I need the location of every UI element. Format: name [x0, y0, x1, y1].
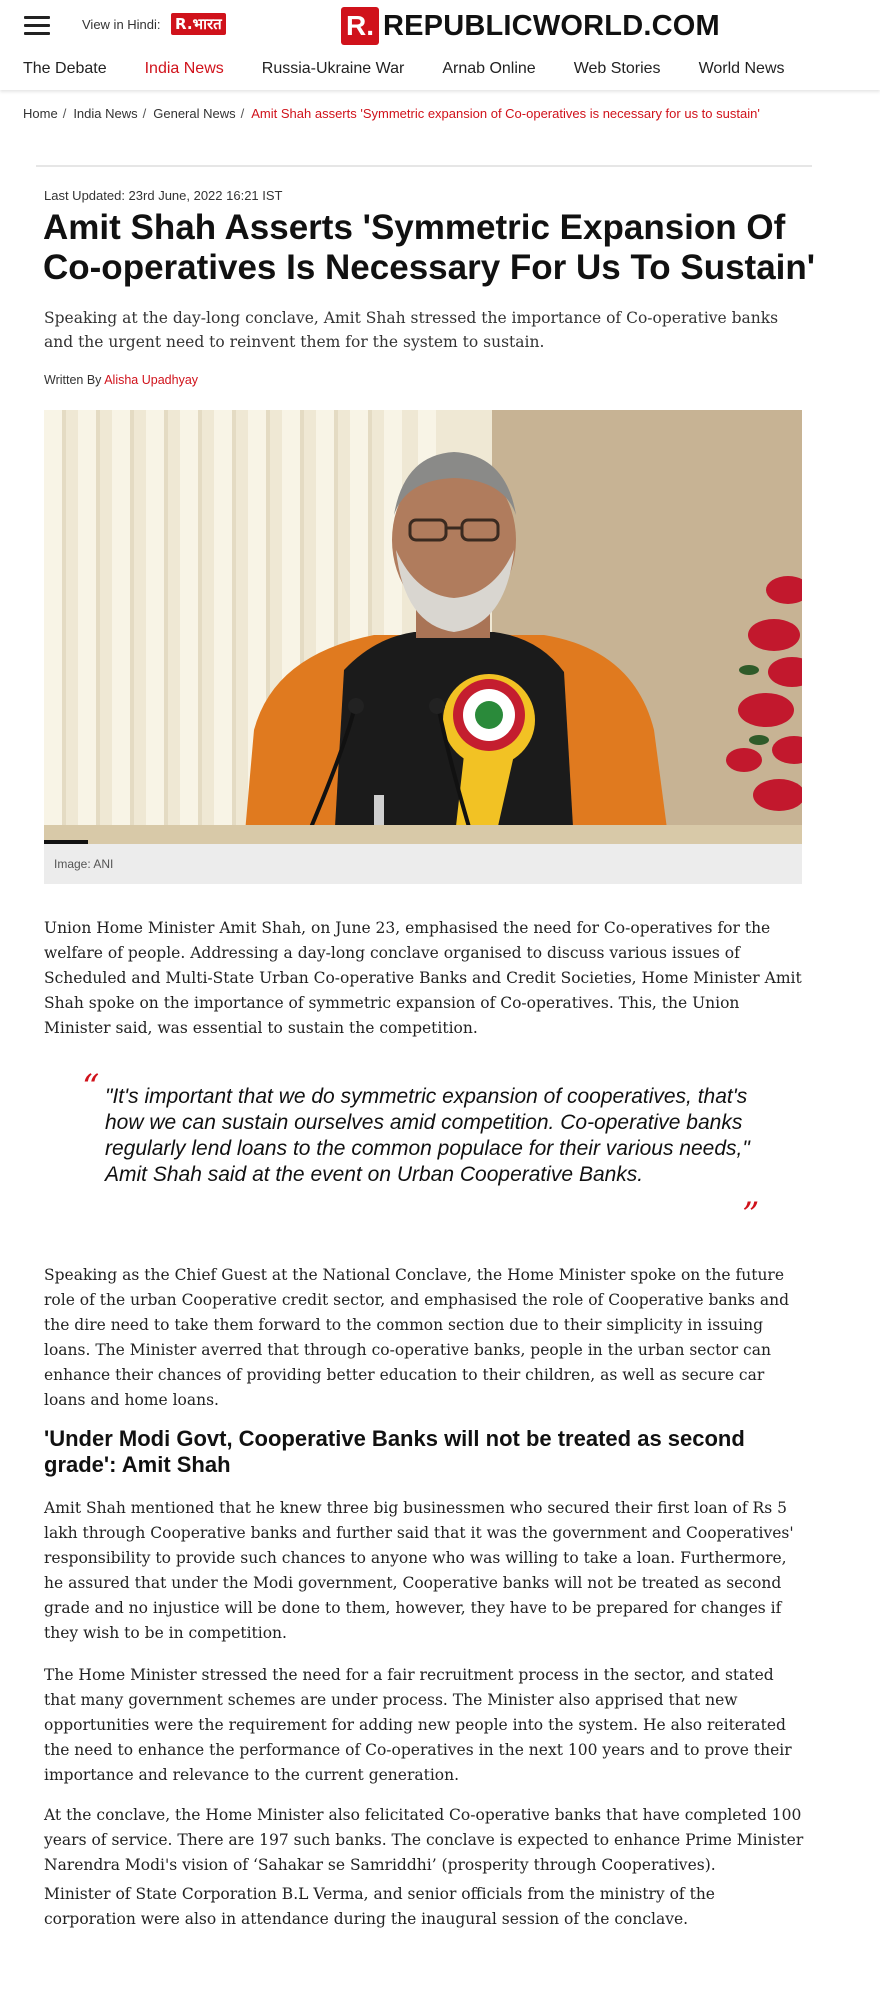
image-caption-bar [44, 844, 802, 884]
breadcrumb-home[interactable]: Home [23, 106, 58, 121]
close-quote-icon: ” [742, 1195, 760, 1235]
nav-item-the-debate[interactable]: The Debate [23, 60, 107, 77]
breadcrumb-separator: / [142, 106, 147, 121]
article-paragraph: Speaking as the Chief Guest at the National Conclave, the Home Minister spoke on the future role of the urban Cooperative credit sector, and emphasised the role of Cooperative banks and the dire need to take them forward to the common section due to their simplicity in issuing loans. The Minister averred that through co-operative banks, people in the urban sector can enhance their chances of providing better education to their children, as well as secure car loans and home loans. [44, 1266, 790, 1409]
written-by-label: Written By [44, 373, 102, 387]
last-updated: Last Updated: 23rd June, 2022 16:21 IST [44, 188, 283, 203]
menu-icon[interactable] [24, 16, 50, 36]
breadcrumb-india-news[interactable]: India News [73, 106, 138, 121]
divider [36, 165, 812, 167]
main-nav [23, 59, 823, 79]
logo-text: REPUBLICWORLD.COM [383, 9, 720, 42]
pull-quote-text: "It's important that we do symmetric expansion of cooperatives, that's how we can sustain ourselves amid competition. Co-operative banks regularly lend loans to the common populace for their various needs," Amit Shah said at the event on Urban Cooperative Banks. [105, 1085, 750, 1186]
image-caption: Image: ANI [54, 857, 114, 871]
nav-item-world-news[interactable]: World News [698, 60, 785, 77]
article-subheading: 'Under Modi Govt, Cooperative Banks will not be treated as second grade': Amit Shah [44, 1426, 745, 1477]
breadcrumb-general-news[interactable]: General News [153, 106, 236, 121]
article-paragraph: Minister of State Corporation B.L Verma, and senior officials from the ministry of the corporation were also in attendance during the inaugural session of the conclave. [44, 1885, 715, 1928]
breadcrumb-separator: / [62, 106, 67, 121]
hero-illustration [44, 410, 802, 844]
breadcrumb-current-article[interactable]: Amit Shah asserts 'Symmetric expansion of Co-operatives is necessary for us to sustain' [251, 106, 760, 121]
article-paragraph: At the conclave, the Home Minister also felicitated Co-operative banks that have completed 100 years of service. There are 197 such banks. The conclave is expected to enhance Prime Minister Narendra Modi's vision of ‘Sahakar se Samriddhi’ (prosperity through Cooperatives). [44, 1806, 804, 1874]
pull-quote [82, 1067, 772, 1235]
site-logo[interactable] [341, 6, 720, 46]
open-quote-icon: “ [82, 1067, 100, 1107]
author-link[interactable]: Alisha Upadhyay [104, 373, 199, 387]
article-paragraph: Union Home Minister Amit Shah, on June 23, emphasised the need for Co-operatives for the welfare of people. Addressing a day-long conclave organised to discuss various issues of Scheduled and Multi-State Urban Co-operative Banks and Credit Societies, Home Minister Amit Shah spoke on the importance of symmetric expansion of Co-operatives. This, the Union Minister said, was essential to sustain the competition. [44, 919, 802, 1037]
byline [44, 373, 198, 387]
nav-item-web-stories[interactable]: Web Stories [573, 60, 661, 77]
republic-bharat-link[interactable]: R.भारत [171, 13, 226, 35]
article-hero-image [44, 410, 802, 844]
breadcrumb [23, 106, 760, 121]
breadcrumb-separator: / [240, 106, 245, 121]
nav-item-india-news[interactable]: India News [144, 60, 224, 77]
article-paragraph: The Home Minister stressed the need for a fair recruitment process in the sector, and stated that many government schemes are under process. The Minister also apprised that new opportunities were the requirement for adding new people into the system. He also reiterated the need to enhance the performance of Co-operatives in the next 100 years and to prove their importance and relevance to the current generation. [44, 1666, 792, 1784]
nav-item-russia-ukraine-war[interactable]: Russia-Ukraine War [261, 60, 405, 77]
article-paragraph: Amit Shah mentioned that he knew three big businessmen who secured their first loan of Rs 5 lakh through Cooperative banks and further said that it was the government and Cooperatives' responsibility to provide such chances to anyone who was willing to take a loan. Furthermore, he assured that under the Modi government, Cooperative banks will not be treated as second grade and no injustice will be done to them, however, they have to be prepared for changes if they wish to be in competition. [44, 1499, 794, 1642]
view-in-hindi-label: View in Hindi: [82, 17, 161, 32]
nav-item-arnab-online[interactable]: Arnab Online [442, 60, 536, 77]
site-header [0, 0, 880, 90]
article-headline: Amit Shah Asserts 'Symmetric Expansion Of Co-operatives Is Necessary For Us To Sustain' [43, 208, 816, 287]
article-summary: Speaking at the day-long conclave, Amit Shah stressed the importance of Co-operative banks and the urgent need to reinvent them for the system to sustain. [44, 309, 779, 351]
logo-mark-icon: R. [341, 7, 379, 45]
